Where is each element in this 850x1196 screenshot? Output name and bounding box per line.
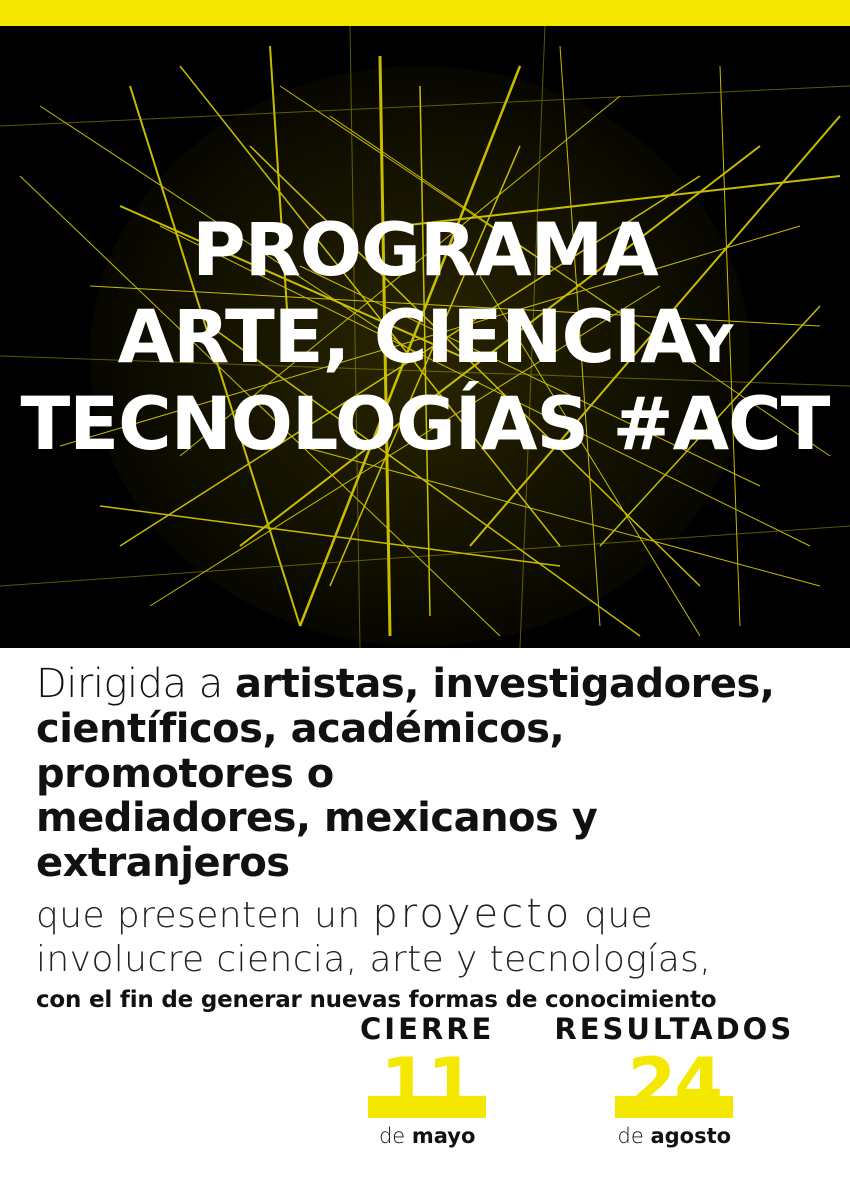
date-month-name-resultados: agosto — [650, 1124, 732, 1148]
date-number-wrap-resultados — [554, 1043, 794, 1125]
title-line-3: TECNOLOGÍAS #ACT — [20, 381, 830, 467]
date-block-resultados — [554, 1012, 794, 1148]
poster-title — [0, 26, 850, 648]
date-month-resultados — [554, 1124, 794, 1148]
body-line-1-plain: Dirigida a — [36, 661, 235, 707]
title-line-1: PROGRAMA — [192, 207, 658, 293]
hero-banner — [0, 26, 850, 648]
date-number-cierre: 11 — [380, 1043, 474, 1125]
date-month-name-cierre: mayo — [411, 1124, 476, 1148]
date-label-cierre: CIERRE — [360, 1012, 495, 1046]
title-line-2-main: ARTE, CIENCIA — [117, 294, 696, 380]
date-month-prefix-resultados: de — [617, 1124, 651, 1148]
date-label-resultados: RESULTADOS — [554, 1012, 795, 1046]
date-block-cierre — [360, 1012, 494, 1148]
date-number-wrap-cierre — [360, 1043, 494, 1125]
body-line-4 — [36, 890, 814, 938]
key-dates — [360, 1012, 830, 1148]
body-line-2: científicos, académicos, promotores o — [36, 705, 565, 797]
title-line-2 — [117, 294, 733, 380]
body-line-4-highlight: proyecto — [372, 890, 573, 937]
title-line-2-conjunction: Y — [695, 314, 733, 375]
body-line-6: con el fin de generar nuevas formas de conocimiento — [36, 987, 717, 1014]
body-line-4-post: que — [572, 894, 654, 936]
body-line-1 — [36, 662, 814, 707]
body-line-4-pre: que presenten un — [36, 894, 373, 936]
date-number-resultados: 24 — [627, 1043, 721, 1125]
body-line-3: mediadores, mexicanos y extranjeros — [36, 795, 598, 887]
body-line-5: involucre ciencia, arte y tecnologías, — [36, 938, 712, 980]
poster-body-copy — [0, 648, 850, 1013]
body-line-1-bold: artistas, investigadores, — [234, 661, 775, 707]
date-month-prefix-cierre: de — [378, 1124, 412, 1148]
date-month-cierre — [360, 1124, 494, 1148]
top-accent-bar — [0, 0, 850, 26]
